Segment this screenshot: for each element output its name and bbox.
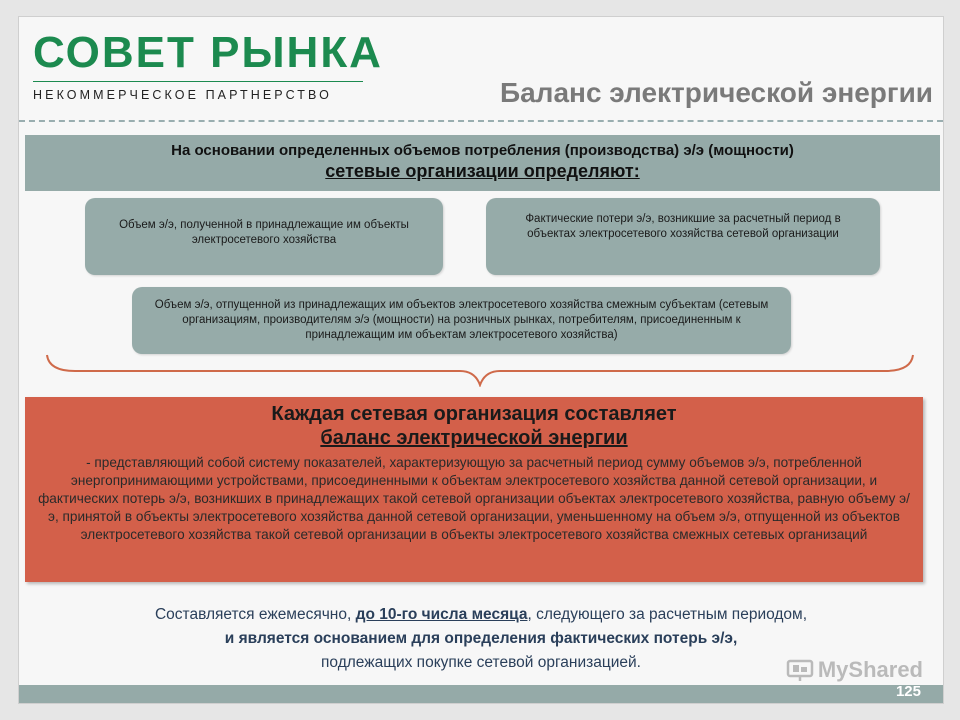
footer-line-1 (19, 603, 943, 627)
balance-heading-1: Каждая сетевая организация составляет (271, 403, 677, 425)
info-box-received (85, 198, 443, 275)
watermark (786, 657, 923, 683)
presentation-icon (786, 658, 814, 682)
slide (18, 16, 944, 704)
footer-part-1: Составляется ежемесячно, (154, 606, 356, 623)
info-box-losses (486, 198, 880, 275)
info-box-losses-text: Фактические потери э/э, возникшие за расчетный период в объектах электросетевого хозяйства сетевой организации (525, 213, 841, 240)
info-box-released-text: Объем э/э, отпущенной из принадлежащих им объектов электросетевого хозяйства смежным субъектам (сетевым организациям, производителям э/э (мощности) на розничных рынках, потребителям, присоединенным к принадлежащим им объектам электросетевого хозяйства) (154, 299, 769, 341)
footer-part-3: , следующего за расчетным периодом, (527, 606, 808, 623)
header-band (25, 135, 940, 191)
logo (33, 28, 383, 102)
logo-title: СОВЕТ РЫНКА (33, 28, 383, 77)
footer-line-2: и является основанием для определения фактических потерь э/э, (224, 630, 738, 647)
footer-deadline: до 10-го числа месяца (355, 606, 528, 623)
info-box-released (132, 287, 791, 354)
page-number: 125 (895, 683, 921, 700)
bottom-bar (19, 685, 943, 703)
balance-definition-box (25, 397, 923, 582)
logo-divider (33, 81, 363, 82)
balance-definition-text: - представляющий собой систему показателей, характеризующую за расчетный период сумму объемов э/э, потребленной энергопринимающими устройствами, присоединенными к объектам электросетевого хозяйства данной сетевой организации, и фактических потерь э/э, возникших в принадлежащих такой сетевой организации объектах электросетевого хозяйства, равную объему э/э, принятой в объекты электросетевого хозяйства данной сетевой организации, уменьшенному на объем э/э, отпущенной из объектов электросетевого хозяйства такой сетевой организации в объекты электросетевого хозяйства смежных сетевых организаций (38, 455, 910, 542)
info-box-received-text: Объем э/э, полученной в принадлежащие им объекты электросетевого хозяйства (119, 219, 409, 246)
logo-subtitle: НЕКОММЕРЧЕСКОЕ ПАРТНЕРСТВО (33, 88, 332, 102)
footer-line-3: подлежащих покупке сетевой организацией. (321, 654, 641, 671)
header-line-2: сетевые организации определяют: (325, 161, 640, 181)
curly-brace-icon (45, 353, 915, 387)
slide-title: Баланс электрической энергии (499, 77, 933, 108)
header-line-1: На основании определенных объемов потребления (производства) э/э (мощности) (171, 142, 794, 159)
balance-heading-2: баланс электрической энергии (320, 427, 628, 449)
watermark-text: MyShared (817, 657, 923, 682)
header-divider (19, 120, 943, 122)
